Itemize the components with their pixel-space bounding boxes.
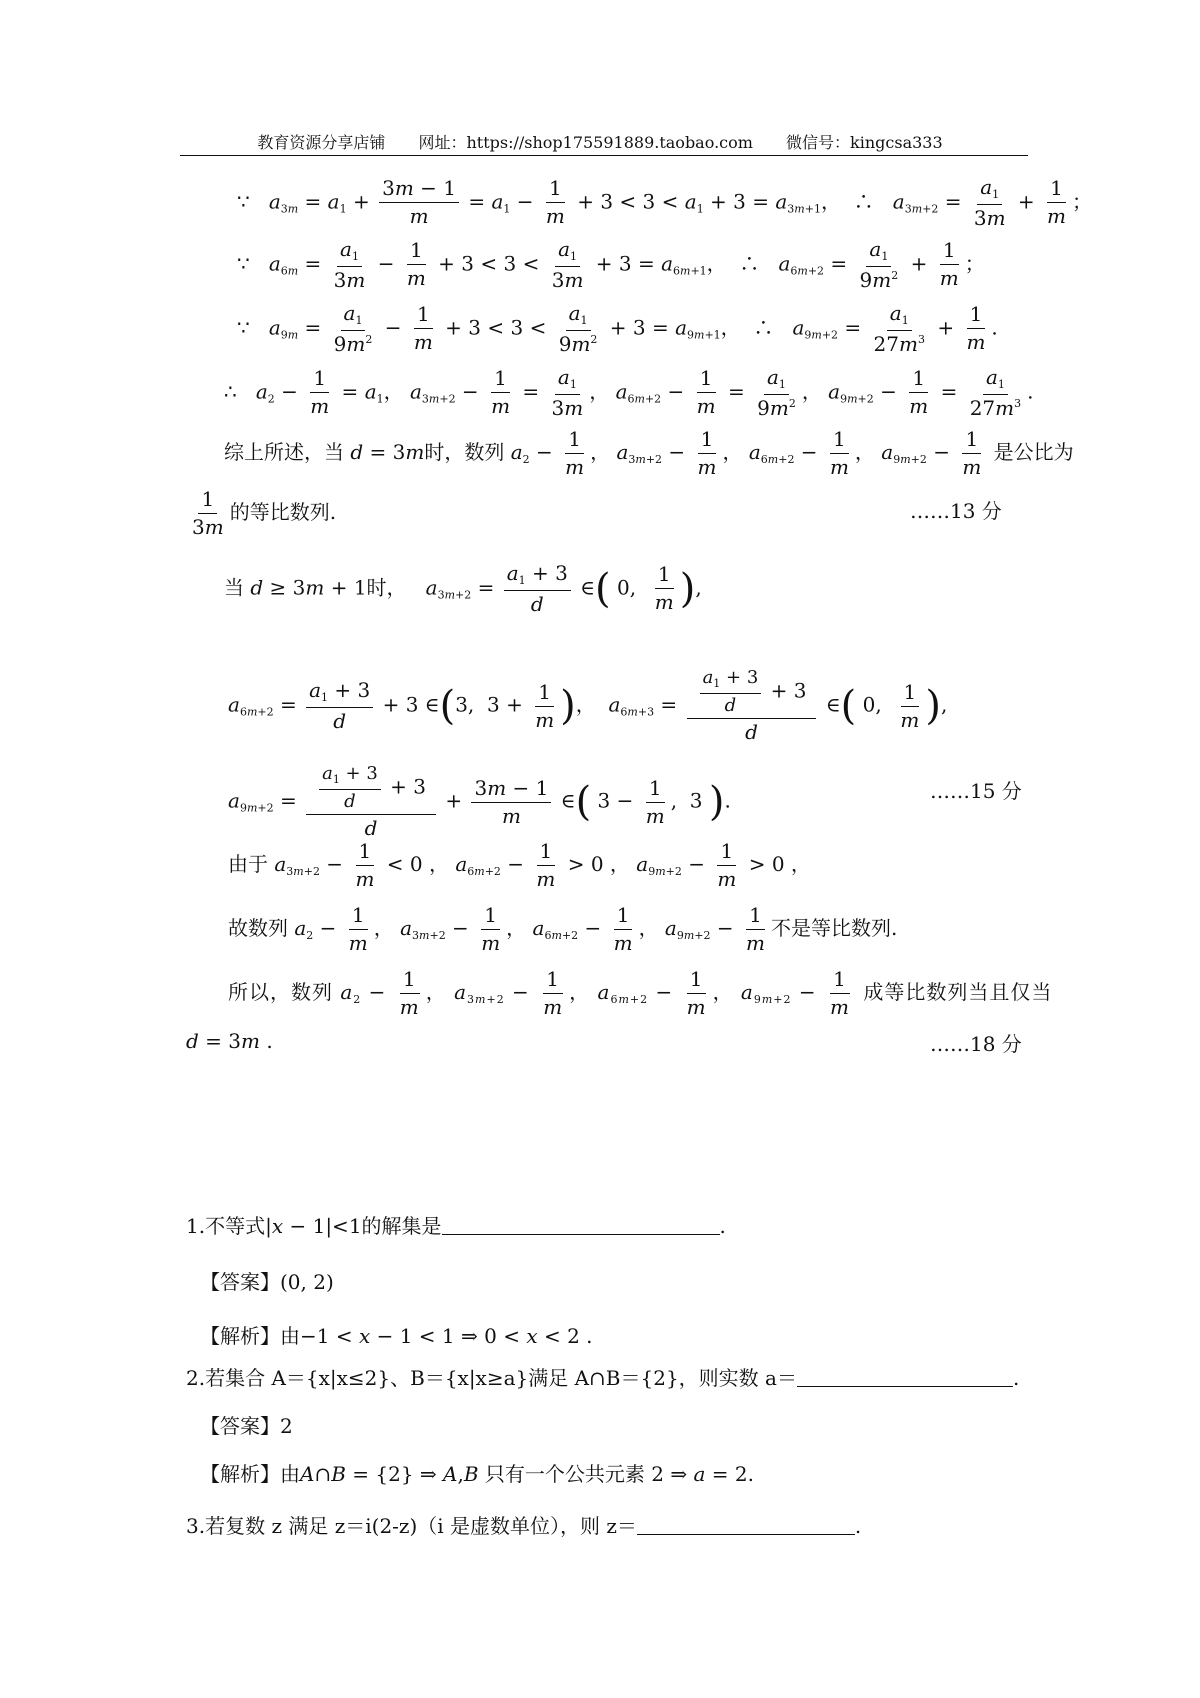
answer-2: 【答案】2 bbox=[200, 1414, 293, 1438]
solution-signs: 由于 $a_{3m+2}$ − $\frac{1}{m}$ < 0 ， $a_{6m+2}$ − $\frac{1}{m}$ > 0 ， $a_{9m+2}$ − $\frac{1}{m}$ > 0 ， bbox=[228, 839, 811, 891]
score-13: ……13 分 bbox=[910, 499, 1002, 523]
question-3: 3.若复数 z 满足 z＝i(2-z)（i 是虚数单位），则 z＝ . bbox=[186, 1514, 862, 1538]
solution-case-2: 当 d ≥ 3m + 1时， $a_{3m+2}$ = $\frac{a_1 + 3}{d}$ ∈( 0, $\frac{1}{m}$ ), bbox=[224, 561, 702, 616]
solution-a6m2: $a_{6m+2}$ = $\frac{a_1 + 3}{d}$ + 3 ∈(3, 3 + $\frac{1}{m}$ )， $a_{6m+3}$ = $\frac{a_1 + 3}{d}$ + 3 d ∈( 0, $\frac{1}{m}$ ), bbox=[228, 667, 948, 745]
solution-not-geometric: 故数列 $a_2$ − $\frac{1}{m}$ ， $a_{3m+2}$ − $\frac{1}{m}$ ， $a_{6m+2}$ − $\frac{1}{m}$ ， $a_{9m+2}$ − $\frac{1}{m}$ 不是等比数列. bbox=[228, 903, 898, 955]
solution-conclusion: 所以，数列 $a_2$ − $\frac{1}{m}$ ， $a_{3m+2}$ − $\frac{1}{m}$ ， $a_{6m+2}$ − $\frac{1}{m}$ ， $a_{9m+2}$ − $\frac{1}{m}$ 成等比数列当且仅当 bbox=[228, 967, 1053, 1019]
question-2: 2.若集合 A＝{x|x≤2}、B＝{x|x≥a}满足 A∩B＝{2}，则实数 a＝ . bbox=[186, 1366, 1020, 1390]
header-rule bbox=[180, 155, 1028, 156]
solution-conclusion-end: d = 3m . bbox=[186, 1029, 273, 1053]
answer-blank-1[interactable] bbox=[442, 1214, 720, 1235]
score-18: ……18 分 bbox=[930, 1032, 1022, 1056]
solution-a9m2: $a_{9m+2}$ = $\frac{a_1 + 3}{d}$ + 3 d + $\frac{3m - 1}{m}$ ∈( 3 − $\frac{1}{m}$ , 3 ). bbox=[228, 763, 731, 841]
page-header bbox=[0, 130, 1200, 153]
header-site: 网址：https://shop175591889.taobao.com bbox=[418, 133, 753, 152]
solution-summary-end: $\frac{1}{3m}$ 的等比数列. bbox=[192, 487, 337, 539]
answer-blank-3[interactable] bbox=[637, 1514, 855, 1535]
analysis-1: 【解析】由−1 < x − 1 < 1 ⇒ 0 < x < 2 . bbox=[200, 1324, 593, 1348]
solution-line-2: ∵ $a_{6m}$ = $\frac{a_1}{3m}$ − $\frac{1}{m}$ + 3 < 3 < $\frac{a_1}{3m}$ + $3 = a_{6m+1}$， ∴ $a_{6m+2}$ = $\frac{a_1}{9m^2}$ + $\frac{1}{m}$ ； bbox=[237, 237, 985, 292]
header-wechat: 微信号：kingcsa333 bbox=[786, 133, 943, 152]
solution-line-1: ∵ $a_{3m} = a_1$ + $\frac{3m - 1}{m}$ = $a_1$ − $\frac{1}{m}$ + $3 < 3 < a_1 + 3 = a_{3m+1}$， ∴ $a_{3m+2}$ = $\frac{a_1}{3m}$ + $\frac{1}{m}$ ； bbox=[237, 175, 1092, 230]
header-shop: 教育资源分享店铺 bbox=[257, 133, 386, 152]
analysis-2: 【解析】由A∩B = {2} ⇒ A,B 只有一个公共元素 2 ⇒ a = 2. bbox=[200, 1462, 754, 1486]
solution-line-3: ∵ $a_{9m}$ = $\frac{a_1}{9m^2}$ − $\frac{1}{m}$ + 3 < 3 < $\frac{a_1}{9m^2}$ + $3 = a_{9m+1}$， ∴ $a_{9m+2}$ = $\frac{a_1}{27m^3}$ + $\frac{1}{m}$ . bbox=[237, 301, 998, 356]
question-1: 1.不等式|x − 1|<1的解集是 . bbox=[186, 1214, 726, 1238]
solution-summary: 综上所述，当 d = 3m时，数列 $a_2$ − $\frac{1}{m}$ ， $a_{3m+2}$ − $\frac{1}{m}$ ， $a_{6m+2}$ − $\frac{1}{m}$ ， $a_{9m+2}$ − $\frac{1}{m}$ 是公比为 bbox=[224, 427, 1074, 479]
answer-1: 【答案】(0, 2) bbox=[200, 1270, 334, 1294]
solution-line-4: ∴ $a_2$ − $\frac{1}{m}$ = $a_1$， $a_{3m+2}$ − $\frac{1}{m}$ = $\frac{a_1}{3m}$ ， $a_{6m+2}$ − $\frac{1}{m}$ = $\frac{a_1}{9m^2}$ ， $a_{9m+2}$ − $\frac{1}{m}$ = $\frac{a_1}{27m^3}$ . bbox=[224, 365, 1034, 420]
answer-blank-2[interactable] bbox=[797, 1366, 1013, 1387]
score-15: ……15 分 bbox=[930, 779, 1022, 803]
